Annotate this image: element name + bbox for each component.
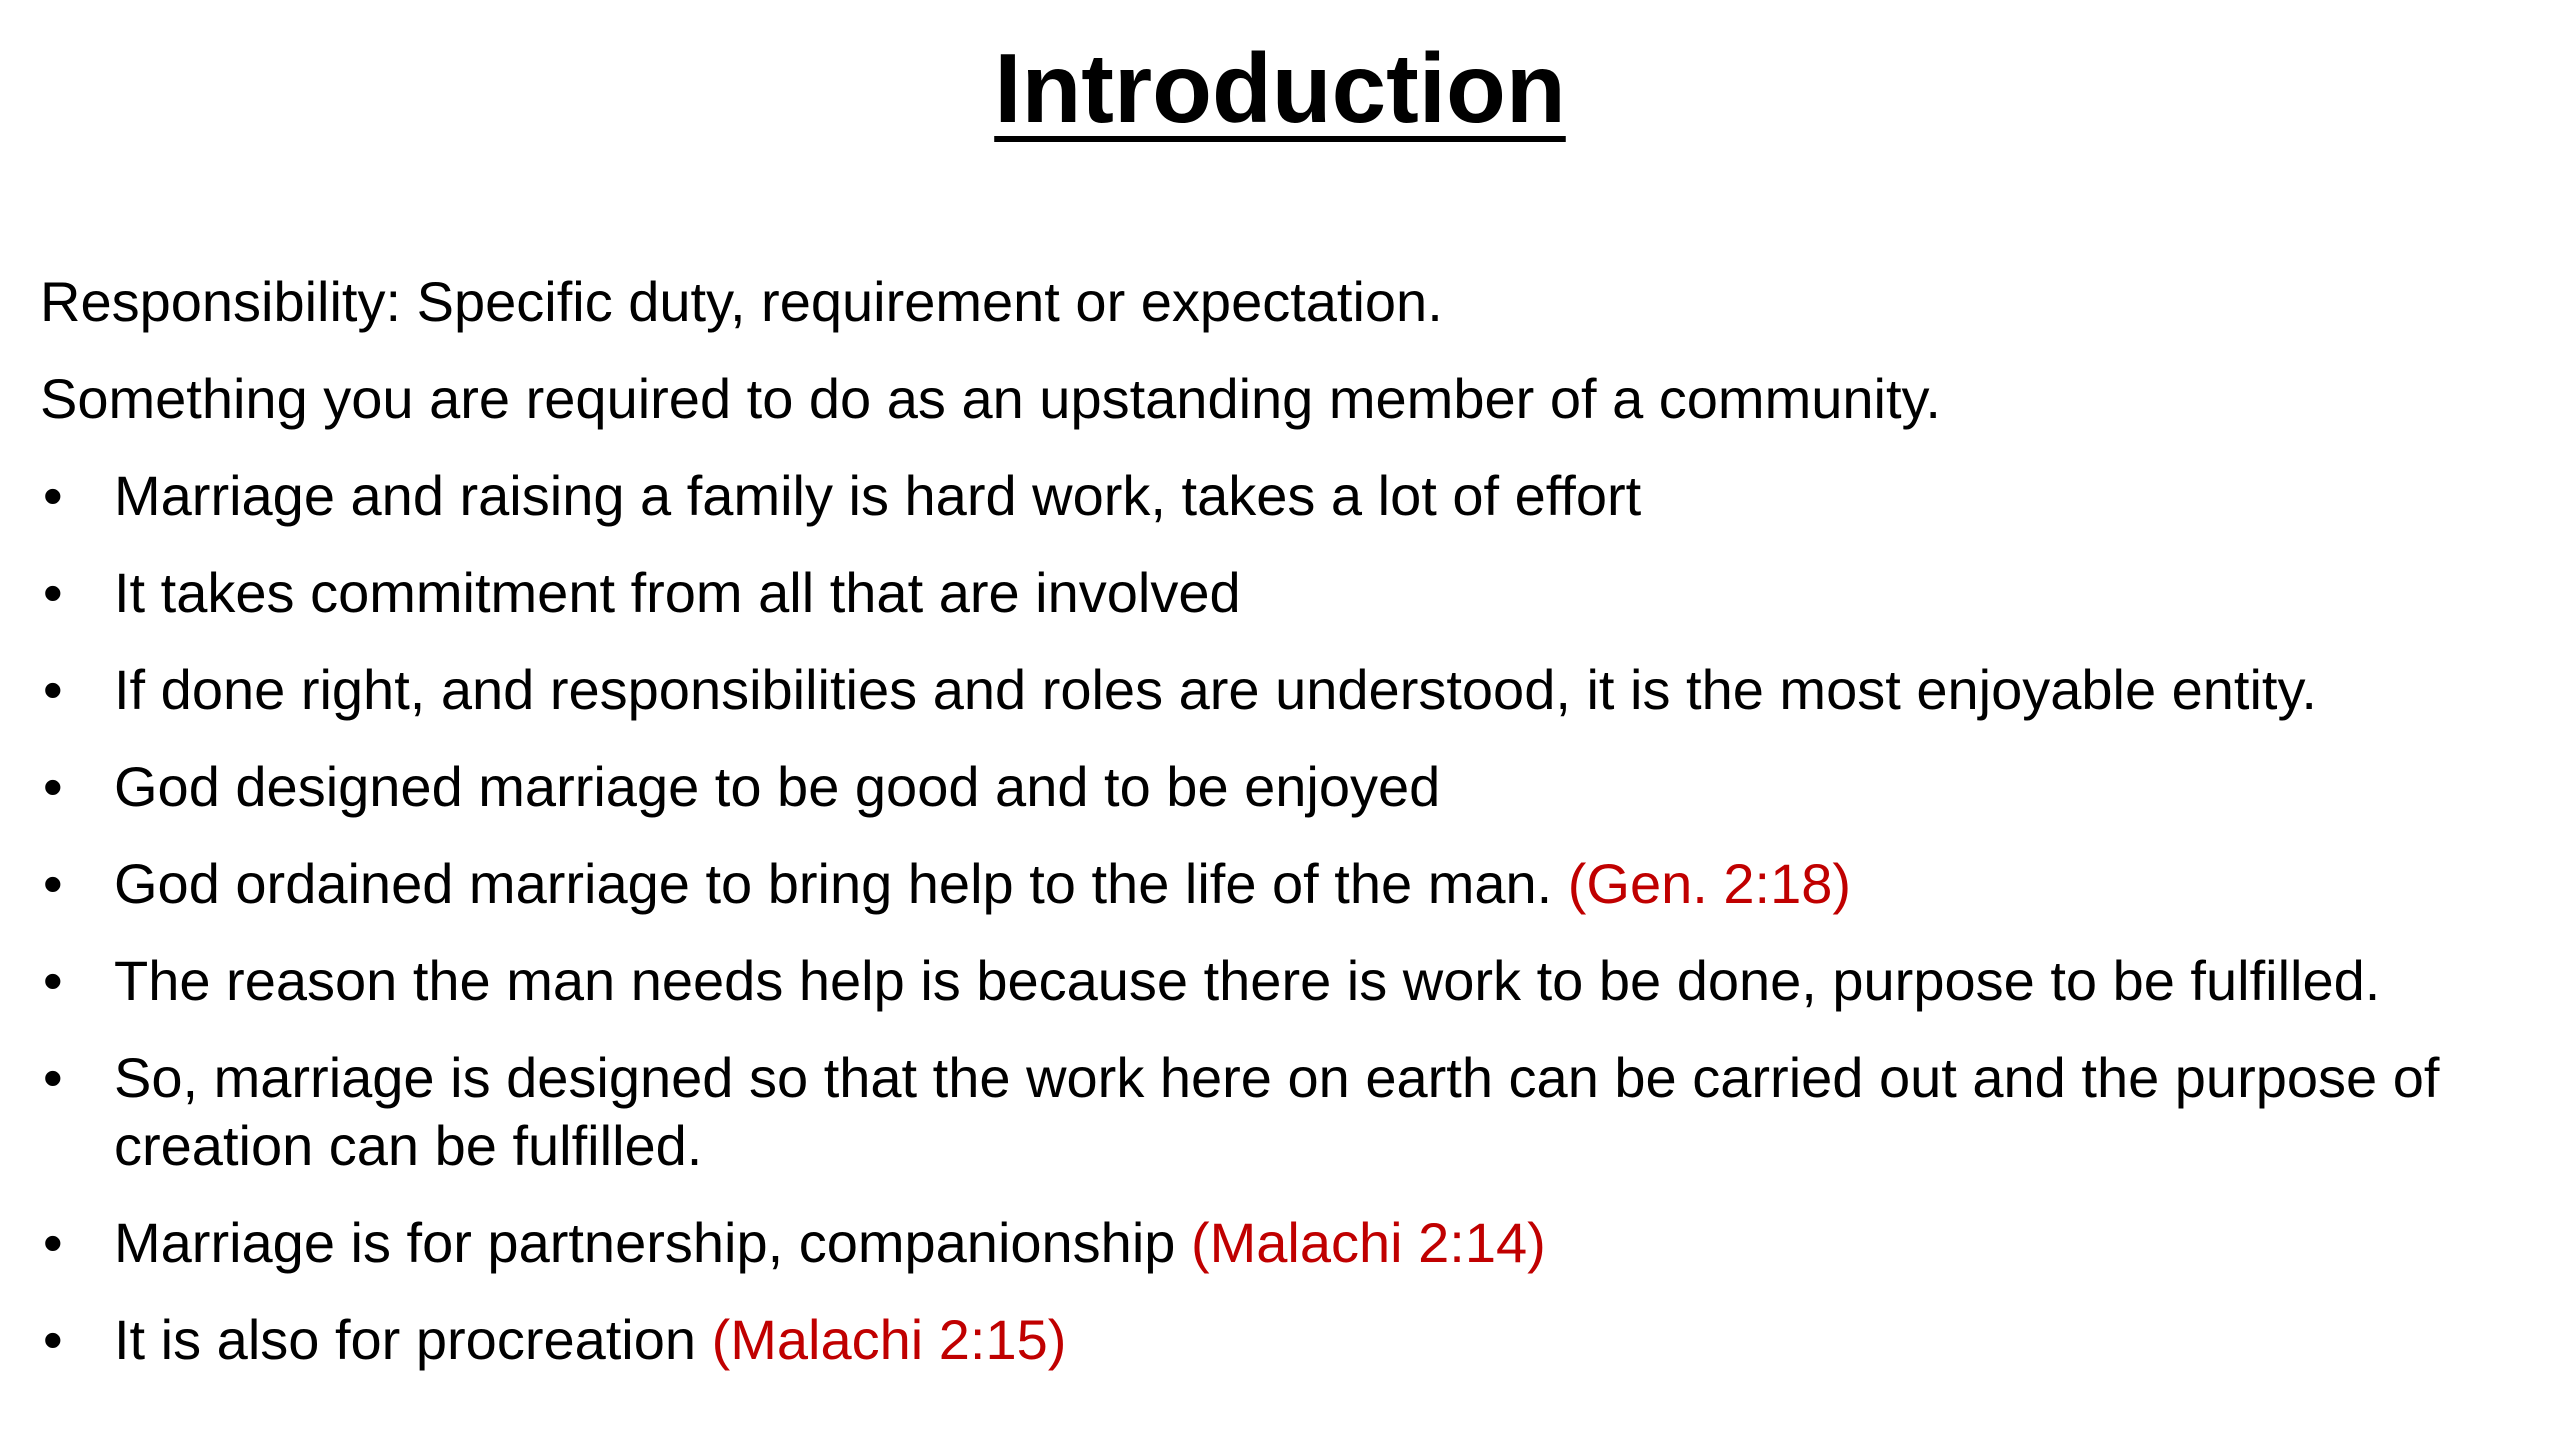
- bullet-item: [40, 1209, 2530, 1277]
- slide-title-text: Introduction: [994, 33, 1566, 143]
- definition-line: Something you are required to do as an upstanding member of a community.: [40, 367, 1941, 430]
- bullet-icon: •: [43, 1046, 63, 1109]
- scripture-reference: (Malachi 2:14): [1190, 1211, 1546, 1274]
- scripture-reference: (Malachi 2:15): [711, 1308, 1067, 1371]
- bullet-item: [40, 559, 2530, 627]
- bullet-icon: •: [43, 464, 63, 527]
- slide-title: [0, 28, 2560, 148]
- bullet-text: God ordained marriage to bring help to the life of the man.: [114, 852, 1568, 915]
- slide-body: [40, 268, 2530, 1403]
- bullet-icon: •: [43, 1308, 63, 1371]
- definition-line: Responsibility: Specific duty, requirement or expectation.: [40, 270, 1443, 333]
- bullet-text: Marriage and raising a family is hard work, takes a lot of effort: [114, 464, 1642, 527]
- bullet-item: [40, 1306, 2530, 1374]
- bullet-text: God designed marriage to be good and to be enjoyed: [114, 755, 1441, 818]
- scripture-reference: (Gen. 2:18): [1567, 852, 1852, 915]
- bullet-list: [40, 462, 2530, 1374]
- bullet-icon: •: [43, 1211, 63, 1274]
- bullet-icon: •: [43, 755, 63, 818]
- bullet-item: [40, 753, 2530, 821]
- bullet-text: It is also for procreation: [114, 1308, 712, 1371]
- bullet-item: [40, 947, 2530, 1015]
- bullet-text: It takes commitment from all that are involved: [114, 561, 1241, 624]
- bullet-icon: •: [43, 949, 63, 1012]
- bullet-icon: •: [43, 658, 63, 721]
- bullet-text: So, marriage is designed so that the work here on earth can be carried out and the purpose of creation can be fulfilled.: [114, 1046, 2440, 1177]
- bullet-text: The reason the man needs help is because there is work to be done, purpose to be fulfilled.: [114, 949, 2381, 1012]
- bullet-icon: •: [43, 852, 63, 915]
- bullet-item: [40, 656, 2530, 724]
- bullet-text: Marriage is for partnership, companionship: [114, 1211, 1191, 1274]
- bullet-item: [40, 462, 2530, 530]
- bullet-text: If done right, and responsibilities and roles are understood, it is the most enjoyable entity.: [114, 658, 2317, 721]
- bullet-item: [40, 1044, 2530, 1180]
- bullet-icon: •: [43, 561, 63, 624]
- bullet-item: [40, 850, 2530, 918]
